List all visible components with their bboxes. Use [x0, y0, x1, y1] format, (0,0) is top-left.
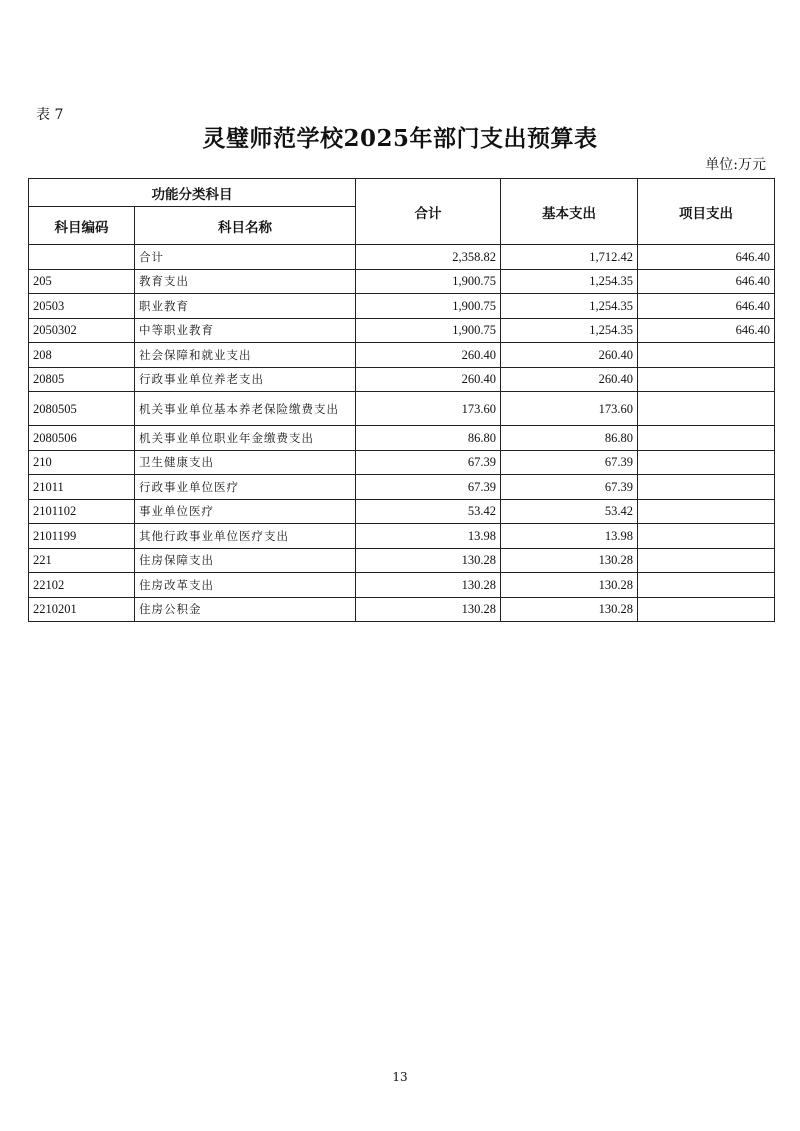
page-number: 13 — [392, 1070, 408, 1084]
cell-total: 1,900.75 — [356, 294, 501, 319]
cell-code: 2101199 — [29, 524, 135, 549]
cell-code: 21011 — [29, 475, 135, 500]
cell-code: 2080505 — [29, 392, 135, 426]
cell-project — [638, 573, 775, 598]
cell-total: 260.40 — [356, 367, 501, 392]
cell-project — [638, 392, 775, 426]
cell-name: 合计 — [135, 245, 356, 270]
cell-basic: 130.28 — [501, 573, 638, 598]
cell-code: 210 — [29, 450, 135, 475]
table-row — [29, 245, 775, 270]
cell-name: 职业教育 — [135, 294, 356, 319]
cell-basic: 1,254.35 — [501, 318, 638, 343]
cell-code: 20503 — [29, 294, 135, 319]
table-row — [29, 475, 775, 500]
header-total: 合计 — [356, 179, 501, 245]
table-row — [29, 392, 775, 426]
cell-project — [638, 548, 775, 573]
cell-total: 130.28 — [356, 548, 501, 573]
cell-total: 67.39 — [356, 450, 501, 475]
cell-name: 机关事业单位基本养老保险缴费支出 — [135, 392, 356, 426]
cell-code: 208 — [29, 343, 135, 368]
cell-total: 1,900.75 — [356, 318, 501, 343]
cell-total: 130.28 — [356, 573, 501, 598]
cell-code: 2080506 — [29, 426, 135, 451]
table-row — [29, 269, 775, 294]
cell-code: 2050302 — [29, 318, 135, 343]
cell-project — [638, 597, 775, 622]
table-row — [29, 499, 775, 524]
header-name: 科目名称 — [135, 207, 356, 245]
cell-name: 行政事业单位养老支出 — [135, 367, 356, 392]
cell-name: 机关事业单位职业年金缴费支出 — [135, 426, 356, 451]
table-row — [29, 343, 775, 368]
table-row — [29, 294, 775, 319]
cell-code — [29, 245, 135, 270]
table-row — [29, 524, 775, 549]
cell-name: 行政事业单位医疗 — [135, 475, 356, 500]
table-row — [29, 573, 775, 598]
cell-project — [638, 499, 775, 524]
cell-basic: 1,712.42 — [501, 245, 638, 270]
page-title: 灵璧师范学校2025年部门支出预算表 — [202, 125, 598, 152]
cell-name: 住房改革支出 — [135, 573, 356, 598]
cell-basic: 1,254.35 — [501, 269, 638, 294]
cell-basic: 67.39 — [501, 450, 638, 475]
cell-basic: 86.80 — [501, 426, 638, 451]
cell-project — [638, 367, 775, 392]
cell-project: 646.40 — [638, 294, 775, 319]
cell-basic: 67.39 — [501, 475, 638, 500]
cell-code: 22102 — [29, 573, 135, 598]
cell-project: 646.40 — [638, 245, 775, 270]
cell-basic: 53.42 — [501, 499, 638, 524]
cell-code: 205 — [29, 269, 135, 294]
table-row — [29, 426, 775, 451]
cell-code: 2101102 — [29, 499, 135, 524]
header-category: 功能分类科目 — [29, 179, 356, 207]
cell-basic: 1,254.35 — [501, 294, 638, 319]
table-label: 表 7 — [36, 107, 64, 123]
cell-name: 住房保障支出 — [135, 548, 356, 573]
header-basic: 基本支出 — [501, 179, 638, 245]
cell-name: 社会保障和就业支出 — [135, 343, 356, 368]
cell-basic: 173.60 — [501, 392, 638, 426]
cell-total: 1,900.75 — [356, 269, 501, 294]
table-row — [29, 367, 775, 392]
cell-code: 221 — [29, 548, 135, 573]
cell-project — [638, 475, 775, 500]
header-code: 科目编码 — [29, 207, 135, 245]
cell-name: 其他行政事业单位医疗支出 — [135, 524, 356, 549]
cell-total: 130.28 — [356, 597, 501, 622]
cell-project — [638, 450, 775, 475]
cell-basic: 130.28 — [501, 548, 638, 573]
cell-project — [638, 426, 775, 451]
cell-name: 卫生健康支出 — [135, 450, 356, 475]
cell-code: 2210201 — [29, 597, 135, 622]
table-body — [29, 245, 775, 622]
cell-project — [638, 524, 775, 549]
cell-total: 2,358.82 — [356, 245, 501, 270]
cell-name: 中等职业教育 — [135, 318, 356, 343]
cell-name: 教育支出 — [135, 269, 356, 294]
cell-total: 13.98 — [356, 524, 501, 549]
budget-table — [28, 178, 775, 622]
header-project: 项目支出 — [638, 179, 775, 245]
table-row — [29, 597, 775, 622]
cell-total: 86.80 — [356, 426, 501, 451]
cell-project — [638, 343, 775, 368]
cell-project: 646.40 — [638, 318, 775, 343]
cell-total: 173.60 — [356, 392, 501, 426]
table-row — [29, 450, 775, 475]
cell-total: 260.40 — [356, 343, 501, 368]
table-row — [29, 548, 775, 573]
cell-basic: 260.40 — [501, 367, 638, 392]
unit-note: 单位:万元 — [705, 157, 766, 173]
cell-basic: 130.28 — [501, 597, 638, 622]
cell-total: 67.39 — [356, 475, 501, 500]
cell-code: 20805 — [29, 367, 135, 392]
cell-basic: 260.40 — [501, 343, 638, 368]
header-row-1 — [29, 179, 775, 207]
cell-name: 事业单位医疗 — [135, 499, 356, 524]
cell-project: 646.40 — [638, 269, 775, 294]
cell-total: 53.42 — [356, 499, 501, 524]
table-row — [29, 318, 775, 343]
cell-basic: 13.98 — [501, 524, 638, 549]
cell-name: 住房公积金 — [135, 597, 356, 622]
